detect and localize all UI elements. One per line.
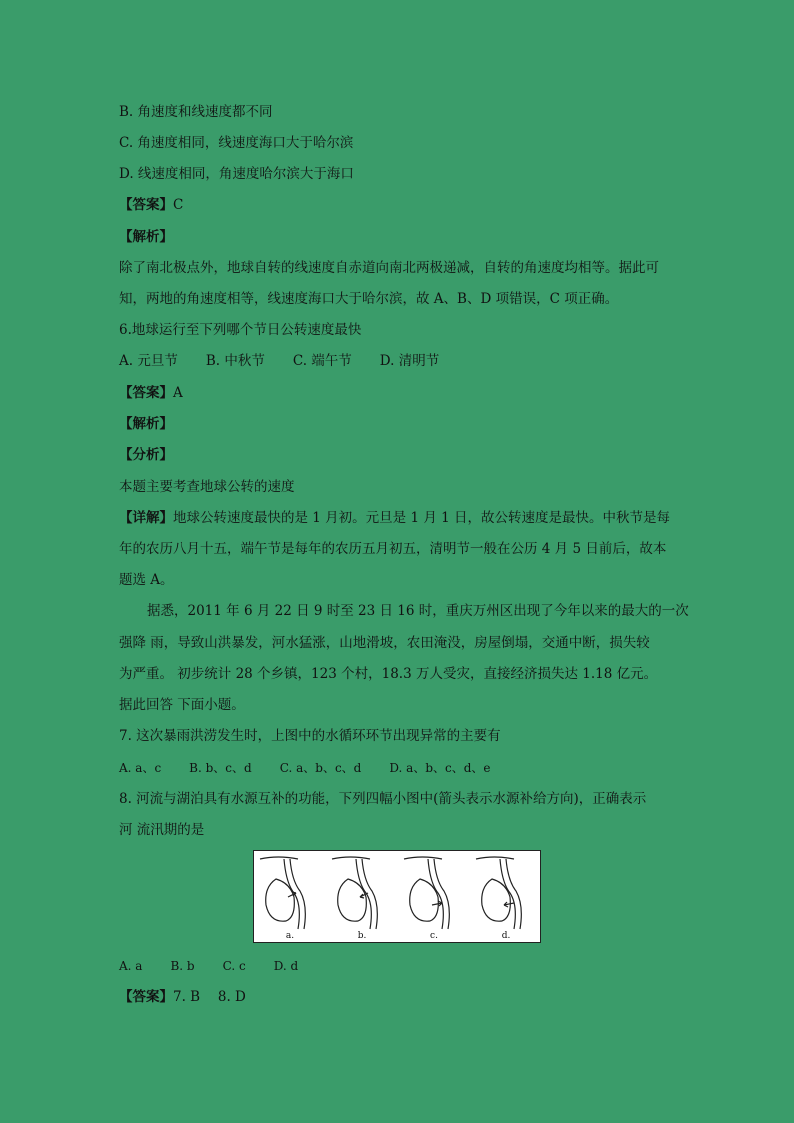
option-c-text: C. 角速度相同，线速度海口大于哈尔滨 [119, 135, 354, 151]
q7-option-a: A. a、c [119, 761, 162, 775]
analysis-text-2: 知，两地的角速度相等，线速度海口大于哈尔滨，故 A、B、D 项错误，C 项正确。 [119, 291, 619, 307]
figure-panel-a [254, 851, 326, 944]
figure-label-a: a. [285, 931, 295, 941]
answer-tag-7-8: 【答案】 [119, 989, 173, 1005]
question-6: 6.地球运行至下列哪个节日公转速度最快 [119, 322, 362, 338]
answer-tag-6: 【答案】 [119, 385, 173, 401]
river-lake-figure [253, 850, 541, 943]
detail-line-1 [119, 508, 679, 528]
figure-panel-d [470, 851, 542, 944]
question-6-options [119, 351, 679, 371]
detail-text: 地球公转速度最快的是 1 月初。元旦是 1 月 1 日，故公转速度是最快。中秋节是每 [173, 510, 671, 526]
passage-line-1: 据悉，2011 年 6 月 22 日 9 时至 23 日 16 时，重庆万州区出现了今年以来的最大的一次 [147, 603, 689, 619]
passage-line-2: 强降 雨，导致山洪暴发，河水猛涨，山地滑坡，农田淹没，房屋倒塌，交通中断，损失较 [119, 635, 650, 651]
analysis-sub-heading: 【分析】 [119, 447, 173, 463]
question-7-options [119, 758, 679, 778]
answer-line [119, 195, 679, 215]
q6-option-b: B. 中秋节 [205, 353, 265, 369]
river-lake-sketch-icon [474, 853, 538, 931]
q6-option-d: D. 清明节 [379, 353, 440, 369]
option-d-text: D. 线速度相同，角速度哈尔滨大于海口 [119, 166, 354, 182]
figure-label-d: d. [501, 931, 511, 941]
answer-value-7-8: 7. B 8. D [173, 989, 246, 1005]
question-8-line-1: 8. 河流与湖泊具有水源互补的功能，下列四幅小图中(箭头表示水源补给方向)，正确表示 [119, 791, 647, 807]
passage-line-4: 据此回答 下面小题。 [119, 697, 245, 713]
question-8-line-2: 河 流汛期的是 [119, 822, 205, 838]
answer-line-7-8 [119, 987, 679, 1007]
q8-option-d: D. d [273, 959, 299, 973]
river-lake-sketch-icon [330, 853, 394, 931]
option-b-text: B. 角速度和线速度都不同 [119, 104, 273, 120]
detail-tag: 【详解】 [119, 510, 173, 526]
river-lake-sketch-icon [258, 853, 322, 931]
answer-value-6: A [173, 385, 183, 401]
question-7: 7. 这次暴雨洪涝发生时，上图中的水循环环节出现异常的主要有 [119, 728, 501, 744]
passage-line-3: 为严重。 初步统计 28 个乡镇，123 个村，18.3 万人受灾，直接经济损失达 1.18 亿元。 [119, 666, 658, 682]
q8-option-c: C. c [222, 959, 246, 973]
figure-label-c: c. [430, 931, 438, 941]
analysis-point: 本题主要考查地球公转的速度 [119, 479, 295, 495]
question-8-options [119, 956, 679, 976]
q6-option-c: C. 端午节 [292, 353, 352, 369]
detail-line-2: 年的农历八月十五，端午节是每年的农历五月初五，清明节一般在公历 4 月 5 日前后，故本 [119, 541, 667, 557]
q7-option-d: D. a、b、c、d、e [389, 761, 491, 775]
q7-option-c: C. a、b、c、d [279, 761, 362, 775]
q8-option-a: A. a [119, 959, 143, 973]
analysis-heading: 【解析】 [119, 229, 173, 245]
answer-tag: 【答案】 [119, 197, 173, 213]
figure-label-b: b. [357, 931, 367, 941]
analysis-text-1: 除了南北极点外，地球自转的线速度自赤道向南北两极递减，自转的角速度均相等。据此可 [119, 260, 659, 276]
answer-value: C [173, 197, 184, 213]
q6-option-a: A. 元旦节 [119, 353, 178, 369]
q8-option-b: B. b [170, 959, 195, 973]
q7-option-b: B. b、c、d [189, 761, 252, 775]
river-lake-sketch-icon [402, 853, 466, 931]
detail-line-3: 题选 A。 [119, 572, 174, 588]
answer-line-6 [119, 383, 679, 403]
analysis-heading-6: 【解析】 [119, 416, 173, 432]
figure-panel-c [398, 851, 470, 944]
figure-panel-b [326, 851, 398, 944]
